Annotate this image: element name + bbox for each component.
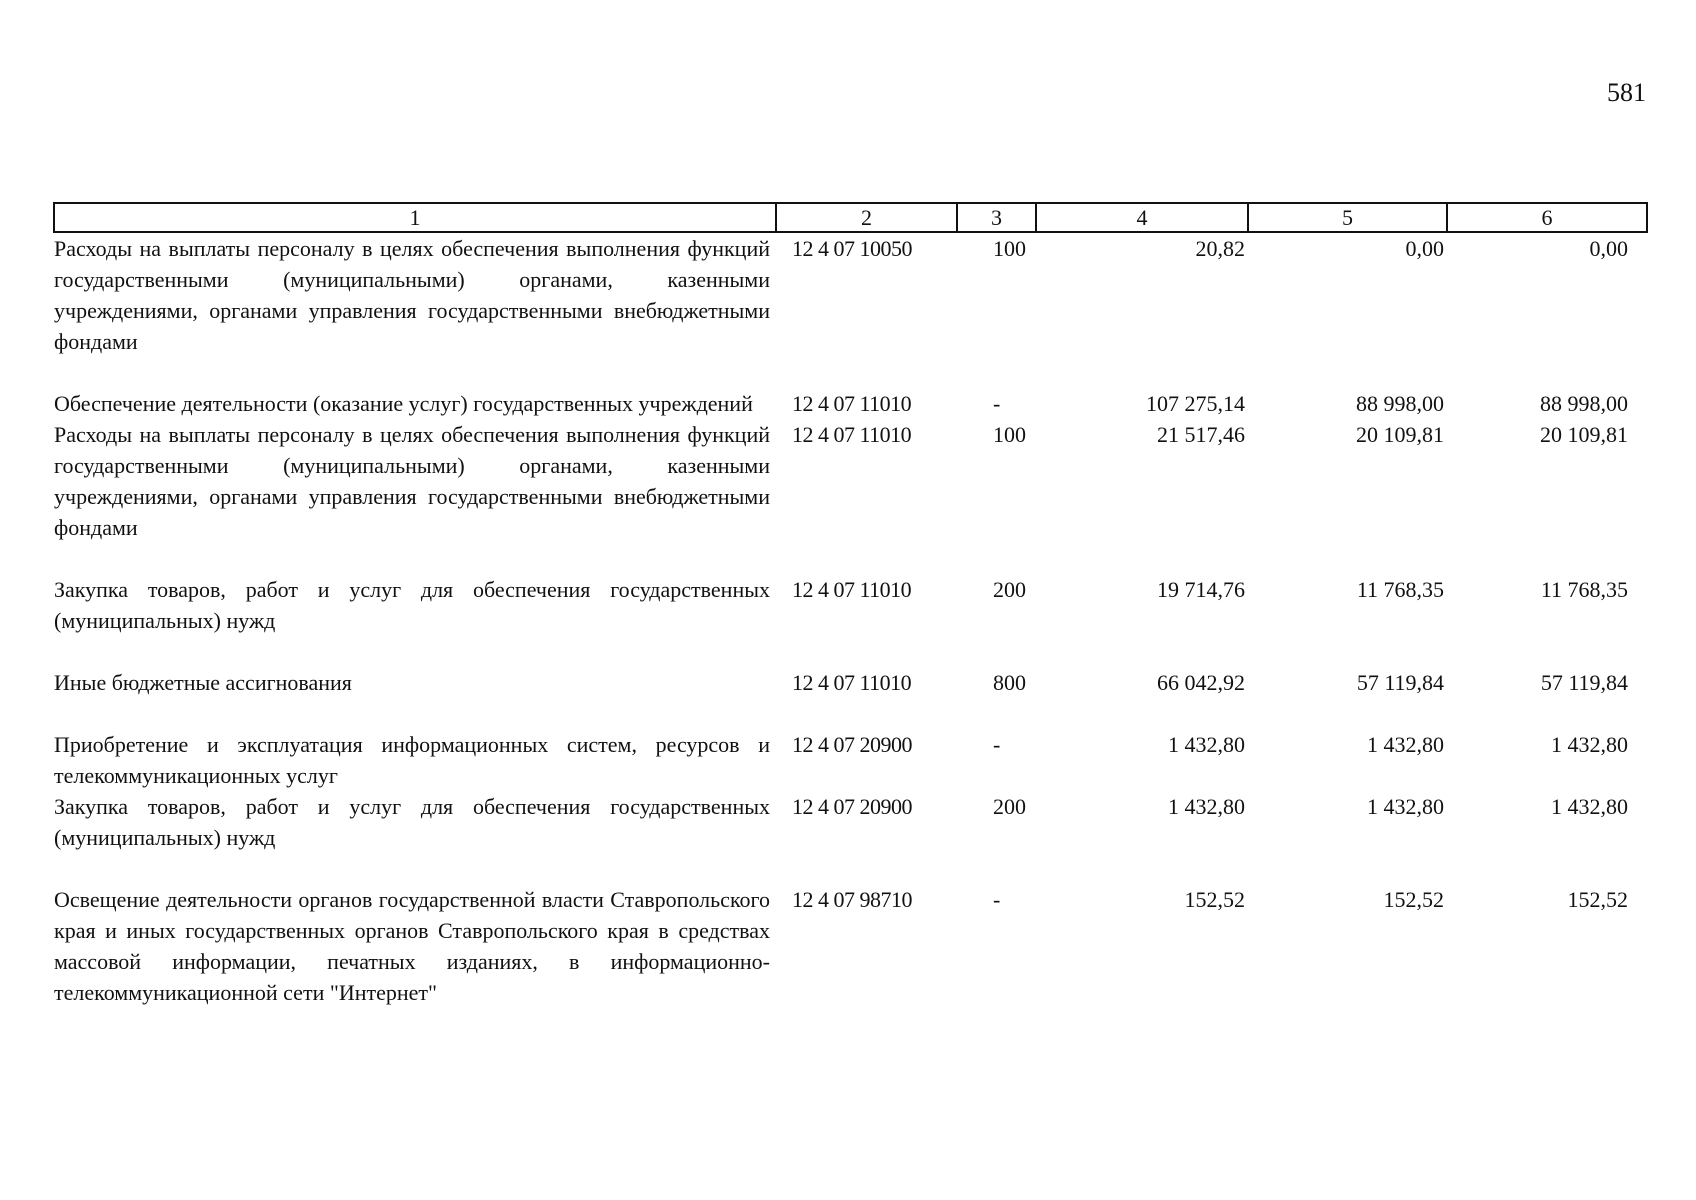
budget-table — [53, 202, 1648, 1008]
row-code: 12 4 07 11010 — [792, 670, 912, 695]
row-sum-col4: 19 714,76 — [1157, 577, 1245, 602]
row-sum-col5: 20 109,81 — [1356, 422, 1444, 447]
row-sum-col6: 1 432,80 — [1551, 732, 1628, 757]
row-name: Обеспечение деятельности (оказание услуг) государственных учреждений — [54, 391, 753, 416]
row-sum-col4: 1 432,80 — [1168, 794, 1245, 819]
table-row — [54, 388, 1647, 419]
row-sum-col5: 1 432,80 — [1367, 794, 1444, 819]
row-sum-col6: 152,52 — [1567, 887, 1628, 912]
page-number: 581 — [1607, 78, 1646, 107]
table-header — [54, 203, 1647, 232]
table-row — [54, 884, 1647, 1008]
row-sum-col5: 57 119,84 — [1356, 670, 1444, 695]
row-sum-col5: 152,52 — [1383, 887, 1444, 912]
row-expense-type: 200 — [993, 577, 1026, 602]
row-sum-col5: 0,00 — [1405, 236, 1444, 261]
row-sum-col6: 20 109,81 — [1540, 422, 1628, 447]
header-col-6: 6 — [1447, 203, 1647, 232]
table-row — [54, 419, 1647, 574]
row-code: 12 4 07 11010 — [792, 391, 912, 416]
row-code: 12 4 07 20900 — [792, 794, 912, 819]
row-expense-type: - — [993, 391, 1001, 416]
row-expense-type: 800 — [993, 670, 1026, 695]
row-code: 12 4 07 20900 — [792, 732, 912, 757]
row-code: 12 4 07 98710 — [792, 887, 912, 912]
table-row — [54, 574, 1647, 667]
row-name: Закупка товаров, работ и услуг для обеспечения государственных (муниципальных) нужд — [54, 794, 770, 850]
row-code: 12 4 07 10050 — [792, 236, 912, 261]
header-col-1: 1 — [54, 203, 776, 232]
row-sum-col6: 11 768,35 — [1540, 577, 1628, 602]
row-sum-col5: 11 768,35 — [1356, 577, 1444, 602]
table-row — [54, 232, 1647, 388]
header-col-4: 4 — [1036, 203, 1248, 232]
row-sum-col6: 57 119,84 — [1540, 670, 1628, 695]
row-name: Расходы на выплаты персоналу в целях обеспечения выполнения функций государственными (муниципальными) органами, казенными учреждениями, органами управления государственными внебюджетными фондами — [54, 236, 770, 354]
row-expense-type: - — [993, 732, 1001, 757]
row-sum-col6: 1 432,80 — [1551, 794, 1628, 819]
row-sum-col4: 21 517,46 — [1157, 422, 1245, 447]
row-expense-type: - — [993, 887, 1001, 912]
row-expense-type: 200 — [993, 794, 1026, 819]
row-sum-col4: 1 432,80 — [1168, 732, 1245, 757]
row-name: Освещение деятельности органов государственной власти Ставропольского края и иных государственных органов Ставропольского края в средствах массовой информации, печатных изданиях, в информационно-телекоммуникационной сети "Интернет" — [54, 887, 770, 1005]
row-name: Расходы на выплаты персоналу в целях обеспечения выполнения функций государственными (муниципальными) органами, казенными учреждениями, органами управления государственными внебюджетными фондами — [54, 422, 770, 540]
row-sum-col5: 88 998,00 — [1356, 391, 1444, 416]
row-sum-col4: 152,52 — [1184, 887, 1245, 912]
row-sum-col5: 1 432,80 — [1367, 732, 1444, 757]
table-body — [54, 232, 1647, 1008]
row-expense-type: 100 — [993, 236, 1026, 261]
header-col-5: 5 — [1248, 203, 1447, 232]
table-row — [54, 729, 1647, 791]
header-row — [54, 203, 1647, 232]
row-code: 12 4 07 11010 — [792, 577, 912, 602]
row-name: Приобретение и эксплуатация информационных систем, ресурсов и телекоммуникационных услуг — [54, 732, 770, 788]
row-sum-col6: 88 998,00 — [1540, 391, 1628, 416]
row-sum-col4: 20,82 — [1195, 236, 1245, 261]
row-name: Иные бюджетные ассигнования — [54, 670, 352, 695]
row-sum-col4: 66 042,92 — [1157, 670, 1245, 695]
row-name: Закупка товаров, работ и услуг для обеспечения государственных (муниципальных) нужд — [54, 577, 770, 633]
row-expense-type: 100 — [993, 422, 1026, 447]
row-code: 12 4 07 11010 — [792, 422, 912, 447]
header-col-3: 3 — [957, 203, 1036, 232]
table-row — [54, 791, 1647, 884]
row-sum-col4: 107 275,14 — [1146, 391, 1245, 416]
row-sum-col6: 0,00 — [1589, 236, 1628, 261]
header-col-2: 2 — [776, 203, 957, 232]
table-row — [54, 667, 1647, 729]
